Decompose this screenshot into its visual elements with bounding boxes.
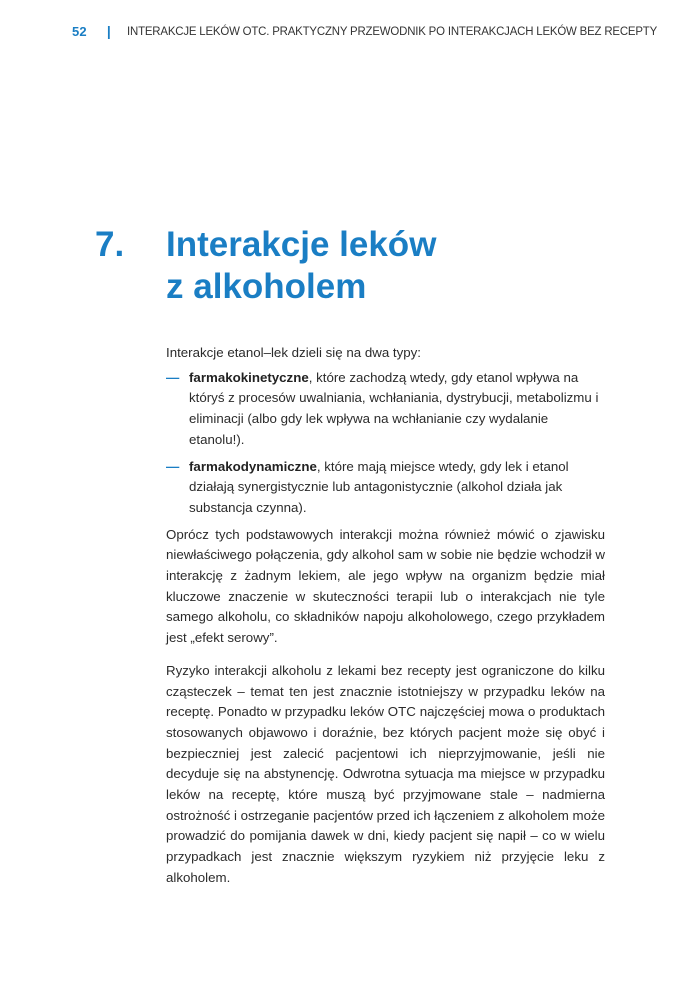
chapter-title-line-1: Interakcje leków	[166, 225, 437, 264]
chapter-title-line-2: z alkoholem	[166, 267, 367, 306]
list-item-pharmacokinetic	[166, 368, 605, 451]
body-text	[166, 343, 605, 889]
dash-bullet-icon: —	[166, 458, 180, 474]
paragraph-otc-risk: Ryzyko interakcji alkoholu z lekami bez recepty jest ograniczone do kilku cząsteczek – temat ten jest znacznie istotniejszy w przypadku leków na receptę. Ponadto w przypadku leków OTC najczęściej mowa o produktach stosowanych objawowo i doraźnie, bez których pacjent może się obyć i bezpieczniej jest zalecić pacjentowi ich nieprzyjmowanie, jeśli nie decyduje się na abstynencję. Odwrotna sytuacja ma miejsce w przypadku leków na receptę, które muszą być przyjmowane stale – nadmierna ostrożność i ostrzeganie pacjentów przed ich łączeniem z alkoholem może prowadzić do pomijania dawek w dni, kiedy pacjent się napił – co w wielu przypadkach jest znacznie większym ryzykiem niż przyjęcie leku z alkoholem.	[166, 662, 606, 885]
term-pharmacodynamic: farmakodynamiczne	[189, 458, 317, 474]
term-pharmacokinetic: farmakokinetyczne	[189, 369, 309, 385]
intro-sentence: Interakcje etanol–lek dzieli się na dwa typy:	[166, 345, 421, 360]
chapter-number: 7.	[95, 225, 125, 264]
page-number: 52	[72, 23, 87, 39]
chapter-title	[166, 224, 566, 308]
description-pharmacodynamic: , które mają miejsce wtedy, gdy lek i etanol działają synergistycznie lub antagonistycznie (alkohol działa jak substancja czynna).	[189, 458, 569, 515]
dash-bullet-icon: —	[166, 369, 180, 385]
list-item-pharmacodynamic	[166, 457, 605, 519]
paragraph-improper-combination: Oprócz tych podstawowych interakcji można również mówić o zjawisku niewłaściwego połączenia, gdy alkohol sam w sobie nie będzie wchodził w interakcję z żadnym lekiem, ale jego wpływ na organizm będzie miał kluczowe znaczenie w skuteczności terapii lub o interakcjach nie tyle samego alkoholu, co składników napoju alkoholowego, czego przykładem jest „efekt serowy”.	[166, 526, 605, 646]
book-title: INTERAKCJE LEKÓW OTC. PRAKTYCZNY PRZEWODNIK PO INTERAKCJACH LEKÓW BEZ RECEPTY	[126, 24, 657, 38]
interaction-types-list	[166, 368, 605, 519]
running-header	[72, 21, 679, 41]
header-separator: |	[106, 23, 111, 39]
description-pharmacokinetic: , które zachodzą wtedy, gdy etanol wpływa na któryś z procesów uwalniania, wchłaniania, dystrybucji, metabolizmu i eliminacji (albo gdy lek wpływa na wchłanianie czy wydalanie etanolu!).	[189, 369, 599, 447]
